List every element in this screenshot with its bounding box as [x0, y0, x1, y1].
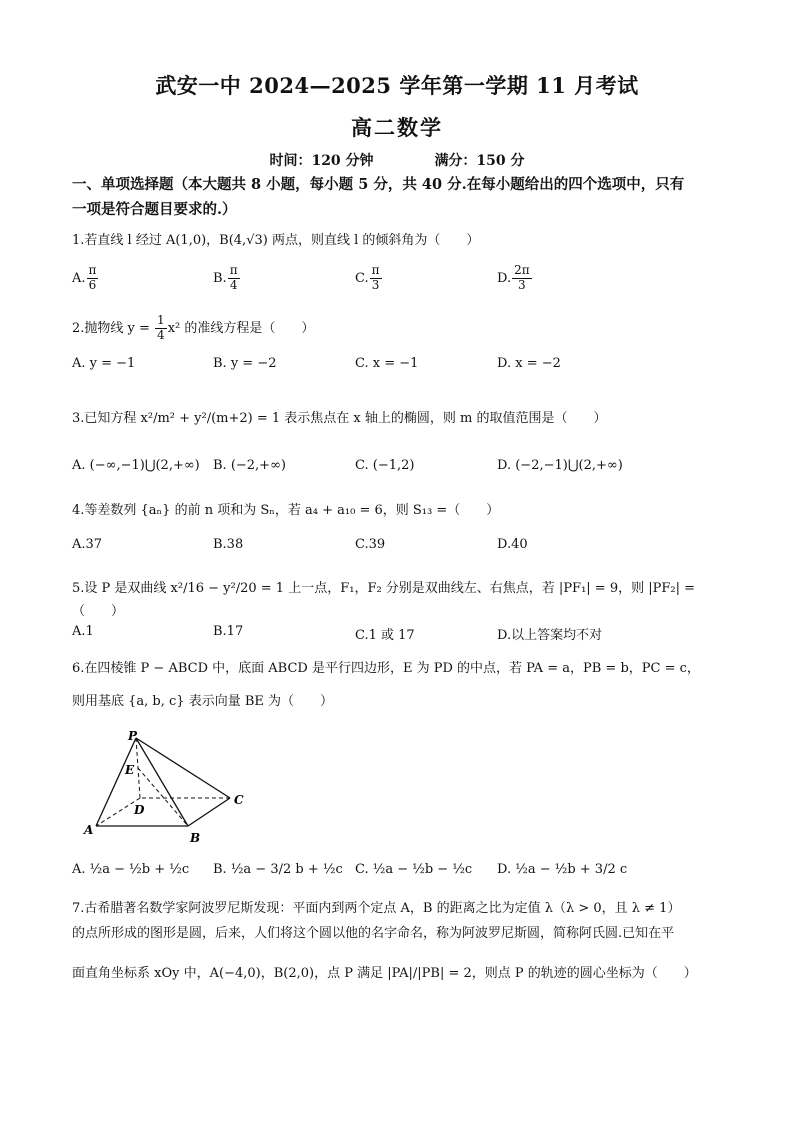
- option-b: B. ½a − 3/2 b + ½c: [213, 862, 343, 877]
- exam-subject: 高二数学: [351, 115, 443, 140]
- question-6-stem: [72, 658, 732, 714]
- option-d: D.40: [497, 537, 528, 552]
- option-b: B.17: [213, 624, 244, 639]
- option-c: C. (−1,2): [355, 458, 415, 473]
- option-d: D. $\frac{2\pi}{3}$: [497, 263, 530, 292]
- option-a: A.37: [72, 537, 103, 552]
- option-d: D. x = −2: [497, 356, 561, 371]
- option-a: A.1: [72, 624, 94, 639]
- label-c: C: [234, 793, 244, 807]
- option-a: A. y = −1: [72, 356, 136, 371]
- exam-time: 时间：120 分钟: [269, 153, 374, 169]
- option-d: D. (−2,−1)⋃(2,+∞): [497, 458, 623, 473]
- label-d: D: [134, 803, 145, 817]
- option-b: B. y = −2: [213, 356, 277, 371]
- question-4-options: [72, 537, 732, 569]
- option-a: A. $\frac{\pi}{6}$: [72, 263, 97, 292]
- edge-bc: [188, 798, 230, 826]
- option-b: B. (−2,+∞): [213, 458, 286, 473]
- question-5-options: [72, 624, 732, 656]
- question-4-stem: 4.等差数列 {aₙ} 的前 n 项和为 Sₙ，若 a₄ + a₁₀ = 6，则 S₁₃ =（ ）: [72, 503, 500, 518]
- section-heading-line1: 一、单项选择题（本大题共 8 小题，每小题 5 分，共 40 分.在每小题给出的四个选项中，只有: [72, 176, 685, 193]
- question-7-stem-line3: 面直角坐标系 xOy 中，A(−4,0)，B(2,0)，点 P 满足 |PA|/|PB| = 2，则点 P 的轨迹的圆心坐标为（ ）: [72, 965, 697, 981]
- label-p: P: [128, 730, 138, 743]
- question-7-stem-line1: 7.古希腊著名数学家阿波罗尼斯发现：平面内到两个定点 A，B 的距离之比为定值 λ（λ > 0，且 λ ≠ 1）: [72, 901, 681, 916]
- label-e: E: [125, 763, 135, 777]
- question-6-stem-line2: 则用基底 {a, b, c} 表示向量 BE 为（ ）: [72, 693, 333, 709]
- option-d: D.以上答案均不对: [497, 628, 603, 643]
- section-heading: [72, 172, 732, 223]
- option-d: D. ½a − ½b + 3/2 c: [497, 862, 628, 877]
- option-b: B.38: [213, 537, 244, 552]
- option-c: C. $\frac{\pi}{3}$: [355, 263, 380, 292]
- option-c: C.1 或 17: [355, 628, 415, 643]
- question-5-stem: 5.设 P 是双曲线 x²/16 − y²/20 = 1 上一点，F₁，F₂ 分别是双曲线左、右焦点，若 |PF₁| = 9，则 |PF₂| =（ ）: [72, 581, 695, 619]
- label-b: B: [190, 831, 201, 845]
- exam-meta: [0, 150, 794, 170]
- question-7-stem: [72, 896, 732, 986]
- section-heading-line2: 一项是符合题目要求的.）: [72, 201, 237, 219]
- segment-be: [138, 768, 188, 826]
- question-2-stem: 2.抛物线 y = $\frac{1}{4}$ x² 的准线方程是（ ）: [72, 313, 315, 342]
- question-7-stem-line2: 的点所形成的图形是圆，后来，人们将这个圆以他的名字命名，称为阿波罗尼斯圆，简称阿氏圆.已知在平: [72, 926, 675, 942]
- question-1-stem: 1.若直线 l 经过 A(1,0)，B(4,√3) 两点，则直线 l 的倾斜角为（ ）: [72, 233, 480, 248]
- option-a: A. ½a − ½b + ½c: [72, 862, 190, 877]
- option-a: A. (−∞,−1)⋃(2,+∞): [72, 458, 200, 473]
- exam-score: 满分：150 分: [434, 153, 525, 169]
- option-b: B. $\frac{\pi}{4}$: [213, 263, 238, 292]
- question-2-options: [72, 356, 732, 388]
- exam-title: 武安一中 2024—2025 学年第一学期 11 月考试: [155, 73, 639, 98]
- label-a: A: [84, 823, 94, 837]
- option-c: C. ½a − ½b − ½c: [355, 862, 473, 877]
- question-6-stem-line1: 6.在四棱锥 P − ABCD 中，底面 ABCD 是平行四边形，E 为 PD 的中点，若 PA = a，PB = b，PC = c，: [72, 661, 700, 676]
- question-6-options: [72, 862, 732, 894]
- option-c: C.39: [355, 537, 386, 552]
- question-3-options: [72, 458, 732, 490]
- question-1-options: [72, 264, 732, 296]
- pyramid-figure: [78, 730, 250, 846]
- option-c: C. x = −1: [355, 356, 419, 371]
- question-3-stem: 3.已知方程 x²/m² + y²/(m+2) = 1 表示焦点在 x 轴上的椭圆，则 m 的取值范围是（ ）: [72, 411, 607, 426]
- edge-pc: [136, 738, 230, 798]
